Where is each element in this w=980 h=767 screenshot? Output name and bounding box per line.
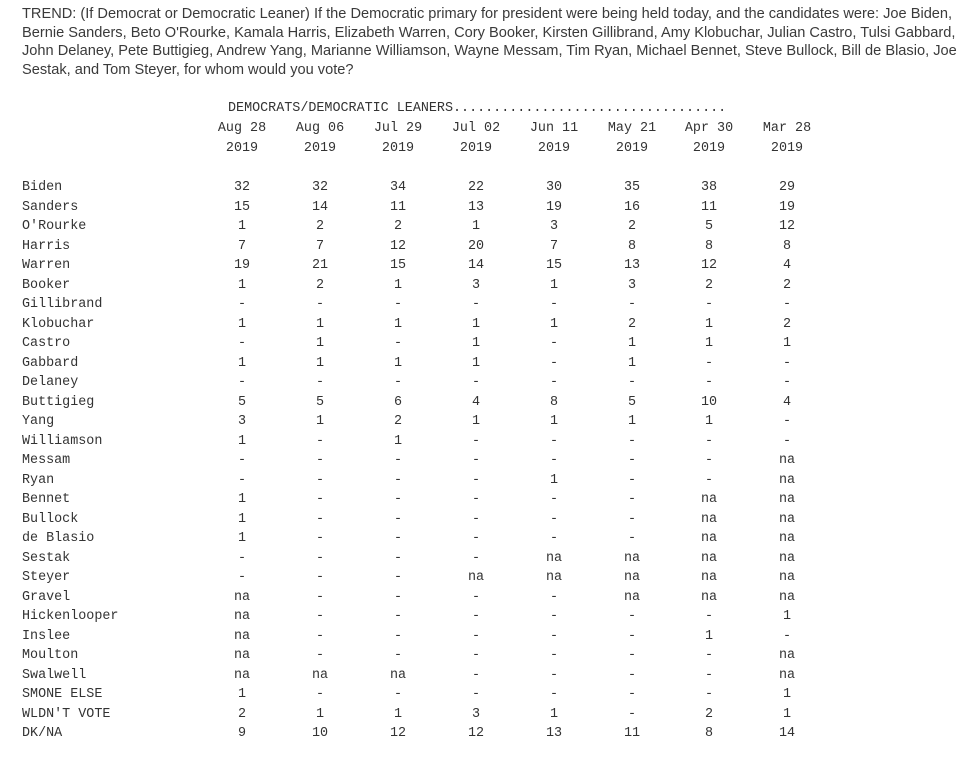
row-label: SMONE ELSE (22, 687, 103, 702)
row-label: Steyer (22, 570, 71, 585)
table-cell: 16 (623, 199, 641, 215)
table-cell: - (549, 609, 559, 624)
table-cell: 1 (237, 687, 247, 702)
table-cell: 21 (311, 258, 329, 273)
table-cell: - (315, 550, 325, 566)
table-cell: - (471, 433, 481, 449)
table-cell: - (315, 433, 325, 449)
table-cell: 1 (549, 277, 559, 293)
table-cell: 2 (315, 219, 325, 234)
table-cell: 1 (627, 336, 637, 351)
table-cell: - (627, 453, 637, 468)
table-cell: - (549, 375, 559, 390)
row-label: de Blasio (22, 531, 95, 546)
table-cell: 8 (549, 394, 559, 410)
table-cell: - (471, 375, 481, 390)
table-cell: 7 (315, 238, 325, 254)
table-cell: 1 (237, 277, 247, 293)
table-cell: na (778, 531, 796, 546)
table-cell: 1 (471, 316, 481, 332)
row-label: Harris (22, 238, 71, 254)
table-cell: 1 (549, 472, 559, 488)
table-cell: - (393, 628, 403, 644)
table-cell: - (549, 297, 559, 312)
table-cell: na (778, 453, 796, 468)
table-cell: 3 (471, 706, 481, 722)
table-cell: 1 (393, 277, 403, 293)
table-cell: - (393, 687, 403, 702)
table-cell: - (315, 589, 325, 605)
table-cell: 2 (315, 277, 325, 293)
table-cell: 4 (782, 258, 792, 273)
table-cell: 2 (393, 414, 403, 429)
row-label: Bullock (22, 511, 79, 527)
table-cell: - (393, 648, 403, 663)
table-cell: na (467, 570, 485, 585)
table-cell: - (315, 531, 325, 546)
table-cell: 12 (389, 238, 407, 254)
table-cell: 1 (471, 219, 481, 234)
table-cell: 1 (237, 511, 247, 527)
table-cell: 11 (389, 199, 407, 215)
table-cell: - (549, 453, 559, 468)
table-cell: 5 (704, 219, 714, 234)
table-cell: 6 (393, 394, 403, 410)
table-cell: 1 (471, 336, 481, 351)
table-cell: na (233, 628, 251, 644)
table-cell: na (700, 550, 718, 566)
table-cell: na (700, 531, 718, 546)
table-cell: - (237, 550, 247, 566)
table-cell: 5 (237, 394, 247, 410)
table-cell: - (627, 375, 637, 390)
table-cell: 1 (549, 414, 559, 429)
table-cell: - (549, 687, 559, 702)
table-cell: 1 (393, 433, 403, 449)
row-label: DK/NA (22, 726, 63, 741)
table-cell: - (471, 648, 481, 663)
table-cell: 1 (704, 628, 714, 644)
table-cell: 10 (311, 726, 329, 741)
column-year: 2019 (459, 141, 493, 156)
table-cell: - (393, 570, 403, 585)
table-cell: - (315, 570, 325, 585)
row-label: Gravel (22, 589, 71, 605)
table-cell: - (704, 433, 714, 449)
table-cell: 1 (782, 687, 792, 702)
table-cell: - (315, 648, 325, 663)
table-cell: 15 (389, 258, 407, 273)
table-cell: - (704, 375, 714, 390)
table-cell: na (389, 667, 407, 683)
row-label: Messam (22, 453, 71, 468)
table-cell: - (471, 589, 481, 605)
table-cell: - (704, 609, 714, 624)
table-cell: - (627, 433, 637, 449)
row-label: Biden (22, 180, 63, 195)
table-cell: 19 (233, 258, 251, 273)
table-cell: 1 (393, 706, 403, 722)
table-cell: 35 (623, 180, 641, 195)
table-cell: - (237, 336, 247, 351)
table-cell: 1 (237, 531, 247, 546)
table-cell: 12 (467, 726, 485, 741)
table-cell: - (627, 609, 637, 624)
table-cell: - (315, 453, 325, 468)
column-date: Aug 06 (295, 121, 345, 136)
table-cell: 1 (704, 336, 714, 351)
table-cell: 2 (237, 706, 247, 722)
table-cell: 3 (627, 277, 637, 293)
table-cell: - (549, 531, 559, 546)
table-cell: 1 (237, 433, 247, 449)
table-cell: na (778, 589, 796, 605)
table-cell: 1 (237, 219, 247, 234)
table-cell: 3 (471, 277, 481, 293)
table-cell: - (315, 609, 325, 624)
column-year: 2019 (225, 141, 259, 156)
column-year: 2019 (303, 141, 337, 156)
table-cell: - (627, 472, 637, 488)
table-cell: na (233, 609, 251, 624)
table-cell: 1 (782, 706, 792, 722)
table-cell: - (393, 336, 403, 351)
table-cell: - (471, 550, 481, 566)
table-cell: - (782, 414, 792, 429)
table-cell: 8 (782, 238, 792, 254)
table-cell: na (778, 492, 796, 507)
row-label: Gabbard (22, 355, 79, 371)
table-cell: - (315, 511, 325, 527)
row-label: WLDN'T VOTE (22, 706, 111, 722)
row-label: Castro (22, 336, 71, 351)
table-cell: 2 (704, 277, 714, 293)
table-cell: - (315, 687, 325, 702)
table-cell: - (471, 609, 481, 624)
table-cell: - (627, 706, 637, 722)
table-cell: - (393, 511, 403, 527)
row-label: Sestak (22, 550, 71, 566)
table-cell: na (778, 550, 796, 566)
table-cell: na (778, 511, 796, 527)
table-cell: 1 (782, 609, 792, 624)
column-year: 2019 (537, 141, 571, 156)
question-text: TREND: (If Democrat or Democratic Leaner) If the Democratic primary for president were being held today, and the candidates were: Joe Biden, Bernie Sanders, Beto O'Rourke, Kamala Harris, Elizabeth Warren, Cory Booker, Kirsten Gillibrand, Amy Klobuchar, Julian Castro, Tulsi Gabbard, John Delaney, Pete Buttigieg, Andrew Yang, Marianne Williamson, Wayne Messam, Tim Ryan, Michael Bennet, Steve Bullock, Bill de Blasio, Joe Sestak, and Tom Steyer, for whom would you vote? (22, 6, 957, 78)
column-date: Jun 11 (529, 121, 579, 136)
table-cell: 7 (549, 238, 559, 254)
table-cell: - (393, 589, 403, 605)
table-cell: - (237, 472, 247, 488)
table-cell: - (393, 453, 403, 468)
table-cell: - (471, 511, 481, 527)
table-cell: 11 (700, 199, 718, 215)
table-cell: 1 (471, 355, 481, 371)
table-cell: 1 (704, 414, 714, 429)
table-cell: 19 (778, 199, 796, 215)
table-cell: - (315, 375, 325, 390)
table-cell: 13 (623, 258, 641, 273)
table-cell: na (545, 550, 563, 566)
table-cell: na (623, 589, 641, 605)
table-cell: - (704, 453, 714, 468)
table-cell: - (471, 453, 481, 468)
table-cell: 4 (782, 394, 792, 410)
table-cell: - (315, 472, 325, 488)
table-cell: 1 (704, 316, 714, 332)
row-label: Bennet (22, 492, 71, 507)
table-cell: - (549, 628, 559, 644)
table-cell: na (545, 570, 563, 585)
row-label: O'Rourke (22, 219, 87, 234)
table-cell: - (315, 492, 325, 507)
table-cell: - (549, 648, 559, 663)
table-cell: 22 (467, 180, 485, 195)
table-cell: 3 (237, 414, 247, 429)
table-cell: 20 (467, 238, 485, 254)
table-cell: 1 (315, 414, 325, 429)
table-cell: - (471, 667, 481, 683)
row-label: Gillibrand (22, 297, 103, 312)
table-cell: - (704, 667, 714, 683)
table-cell: 1 (315, 336, 325, 351)
table-cell: - (471, 531, 481, 546)
table-cell: 15 (233, 199, 251, 215)
table-cell: - (393, 375, 403, 390)
column-year: 2019 (692, 141, 726, 156)
table-cell: na (700, 589, 718, 605)
table-cell: 2 (627, 316, 637, 332)
row-label: Swalwell (22, 667, 87, 683)
table-cell: - (704, 687, 714, 702)
table-cell: 11 (623, 726, 641, 741)
table-cell: na (233, 667, 251, 683)
table-cell: - (393, 550, 403, 566)
table-cell: 2 (704, 706, 714, 722)
table-cell: 14 (311, 199, 329, 215)
row-label: Inslee (22, 628, 71, 644)
column-year: 2019 (381, 141, 415, 156)
table-cell: - (393, 492, 403, 507)
row-label: Hickenlooper (22, 609, 119, 624)
table-cell: 12 (389, 726, 407, 741)
table-cell: 1 (782, 336, 792, 351)
table-cell: 2 (393, 219, 403, 234)
column-year: 2019 (770, 141, 804, 156)
table-cell: 1 (315, 355, 325, 371)
table-cell: - (393, 531, 403, 546)
column-date: Aug 28 (217, 121, 267, 136)
table-cell: - (549, 336, 559, 351)
table-cell: 1 (393, 355, 403, 371)
table-cell: - (627, 511, 637, 527)
table-cell: - (549, 667, 559, 683)
table-cell: - (627, 492, 637, 507)
table-cell: 9 (237, 726, 247, 741)
table-cell: 19 (545, 199, 563, 215)
table-cell: - (782, 433, 792, 449)
table-cell: 13 (467, 199, 485, 215)
table-cell: 13 (545, 726, 563, 741)
table-cell: - (549, 492, 559, 507)
table-cell: 14 (778, 726, 796, 741)
column-date: Apr 30 (684, 121, 734, 136)
table-cell: 4 (471, 394, 481, 410)
table-cell: - (627, 687, 637, 702)
group-header: DEMOCRATS/DEMOCRATIC LEANERS.................................. (228, 101, 727, 116)
table-cell: 1 (315, 316, 325, 332)
table-cell: - (393, 609, 403, 624)
row-label: Williamson (22, 433, 103, 449)
table-cell: - (549, 355, 559, 371)
table-cell: - (782, 355, 792, 371)
row-label: Buttigieg (22, 394, 95, 410)
table-cell: na (623, 550, 641, 566)
table-cell: - (704, 472, 714, 488)
table-cell: - (393, 472, 403, 488)
table-cell: 1 (315, 706, 325, 722)
column-date: Jul 02 (451, 121, 501, 136)
row-label: Booker (22, 277, 71, 293)
table-cell: - (704, 297, 714, 312)
column-date: Jul 29 (373, 121, 423, 136)
table-cell: na (700, 570, 718, 585)
table-cell: 1 (471, 414, 481, 429)
table-cell: - (471, 297, 481, 312)
row-label: Ryan (22, 472, 55, 488)
row-label: Warren (22, 258, 71, 273)
table-cell: - (471, 472, 481, 488)
table-cell: na (233, 589, 251, 605)
table-cell: 38 (700, 180, 718, 195)
table-cell: - (549, 433, 559, 449)
table-cell: 2 (782, 277, 792, 293)
table-cell: 32 (311, 180, 329, 195)
table-cell: - (471, 628, 481, 644)
table-cell: - (627, 628, 637, 644)
row-label: Sanders (22, 199, 79, 215)
table-cell: - (237, 297, 247, 312)
table-cell: 2 (782, 316, 792, 332)
table-cell: 32 (233, 180, 251, 195)
table-cell: - (782, 375, 792, 390)
table-cell: na (623, 570, 641, 585)
table-cell: 10 (700, 394, 718, 410)
table-cell: 8 (704, 726, 714, 741)
table-cell: - (471, 492, 481, 507)
table-cell: - (782, 628, 792, 644)
table-cell: 1 (627, 414, 637, 429)
table-cell: 15 (545, 258, 563, 273)
table-cell: 2 (627, 219, 637, 234)
table-cell: 1 (237, 355, 247, 371)
table-cell: 29 (778, 180, 796, 195)
table-cell: 8 (627, 238, 637, 254)
table-cell: 1 (549, 706, 559, 722)
table-cell: 3 (549, 219, 559, 234)
table-cell: 14 (467, 258, 485, 273)
table-cell: - (549, 511, 559, 527)
table-cell: - (315, 628, 325, 644)
table-cell: na (778, 570, 796, 585)
table-cell: 1 (393, 316, 403, 332)
column-year: 2019 (615, 141, 649, 156)
table-cell: 1 (627, 355, 637, 371)
row-label: Yang (22, 414, 55, 429)
column-date: Mar 28 (762, 121, 812, 136)
row-label: Moulton (22, 648, 79, 663)
table-cell: 12 (700, 258, 718, 273)
table-cell: na (700, 492, 718, 507)
table-cell: 5 (627, 394, 637, 410)
table-cell: - (627, 667, 637, 683)
table-cell: 8 (704, 238, 714, 254)
table-cell: - (627, 297, 637, 312)
table-cell: 30 (545, 180, 563, 195)
column-date: May 21 (607, 121, 657, 136)
table-cell: 7 (237, 238, 247, 254)
table-cell: na (778, 667, 796, 683)
table-cell: na (778, 648, 796, 663)
table-cell: - (237, 570, 247, 585)
table-cell: - (704, 648, 714, 663)
table-cell: - (393, 297, 403, 312)
table-cell: - (704, 355, 714, 371)
table-cell: 12 (778, 219, 796, 234)
table-cell: - (315, 297, 325, 312)
row-label: Klobuchar (22, 316, 95, 332)
table-cell: 5 (315, 394, 325, 410)
table-cell: - (627, 648, 637, 663)
table-cell: - (471, 687, 481, 702)
table-cell: 1 (549, 316, 559, 332)
table-cell: - (549, 589, 559, 605)
table-cell: na (778, 472, 796, 488)
table-cell: na (311, 667, 329, 683)
table-cell: 1 (237, 316, 247, 332)
table-cell: - (627, 531, 637, 546)
table-cell: - (782, 297, 792, 312)
table-cell: na (700, 511, 718, 527)
table-cell: na (233, 648, 251, 663)
row-label: Delaney (22, 375, 79, 390)
table-cell: 34 (389, 180, 407, 195)
table-cell: - (237, 375, 247, 390)
table-cell: - (237, 453, 247, 468)
table-cell: 1 (237, 492, 247, 507)
